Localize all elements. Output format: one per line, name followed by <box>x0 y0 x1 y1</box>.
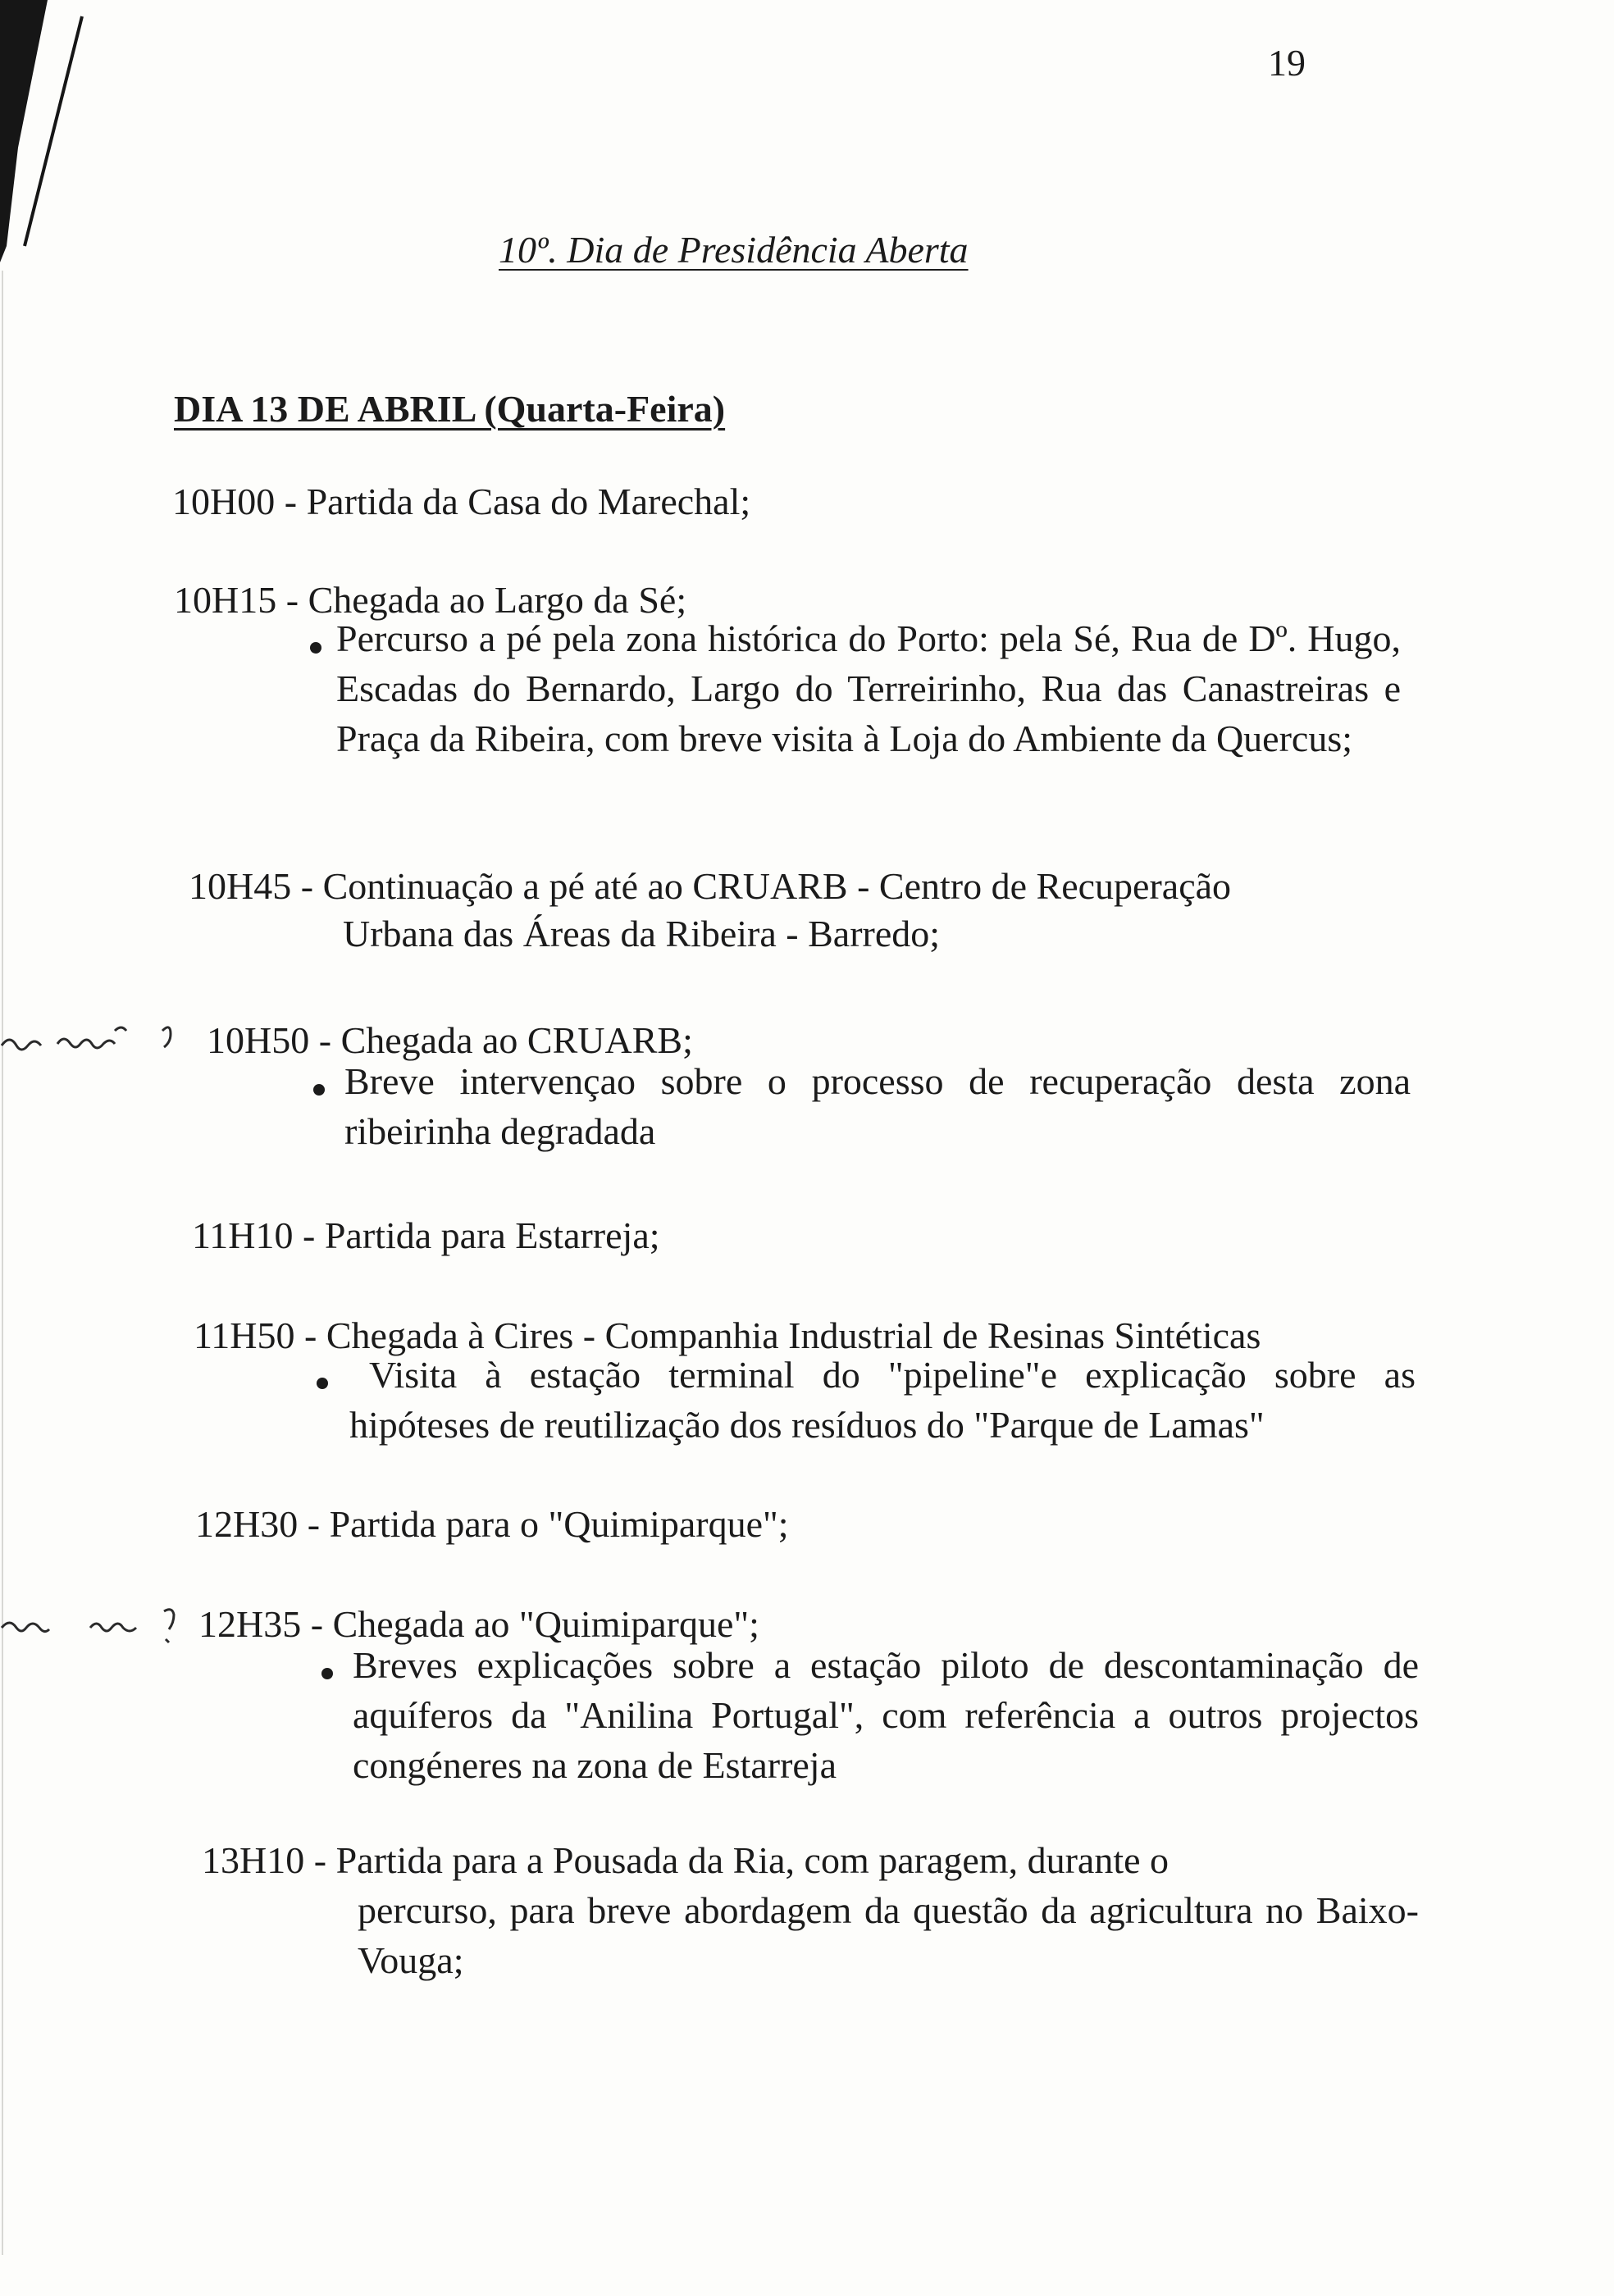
entry-time: 10H50 <box>207 1019 310 1061</box>
entry-text-continued: percurso, para breve abordagem da questão da agricultura no Baixo-Vouga; <box>358 1889 1419 1981</box>
entry-bullet-text: Visita à estação terminal do "pipeline"e explicação sobre as hipóteses de reutilização dos resíduos do "Parque de Lamas" <box>349 1354 1416 1446</box>
page-heading: 10º. Dia de Presidência Aberta <box>499 229 969 271</box>
entry-text: Chegada ao "Quimiparque"; <box>332 1603 759 1645</box>
handwritten-note <box>0 1013 180 1062</box>
day-title: DIA 13 DE ABRIL (Quarta-Feira) <box>174 388 726 430</box>
schedule-entry: 10H15 - Chegada ao Largo da Sé; <box>174 579 687 621</box>
schedule-entry: 12H35 - Chegada ao "Quimiparque"; <box>198 1603 759 1645</box>
schedule-entry: 11H10 - Partida para Estarreja; <box>192 1214 660 1256</box>
entry-time: 12H30 <box>195 1503 299 1545</box>
entry-bullet-text: Percurso a pé pela zona histórica do Porto: pela Sé, Rua de Dº. Hugo, Escadas do Bernardo, Largo do Terreirinho, Rua das Canastreiras e Praça da Ribeira, com breve visita à Loja do Ambiente da Quercus; <box>336 617 1401 759</box>
bullet-icon <box>310 642 321 654</box>
entry-text: Chegada à Cires - Companhia Industrial de Resinas Sintéticas <box>326 1314 1261 1356</box>
handwritten-note <box>0 1603 197 1652</box>
schedule-entry: 12H30 - Partida para o "Quimiparque"; <box>195 1503 789 1545</box>
entry-text: Partida para a Pousada da Ria, com paragem, durante o <box>335 1839 1169 1881</box>
entry-text: Chegada ao Largo da Sé; <box>308 579 687 621</box>
entry-time: 10H45 <box>189 865 292 907</box>
entry-text: Partida da Casa do Marechal; <box>306 481 751 522</box>
page-number: 19 <box>1268 42 1306 84</box>
schedule-entry: 10H50 - Chegada ao CRUARB; <box>207 1019 693 1061</box>
schedule-entry: 11H50 - Chegada à Cires - Companhia Industrial de Resinas Sintéticas <box>194 1314 1261 1356</box>
schedule-entry: 10H45 - Continuação a pé até ao CRUARB - Centro de Recuperação Urbana das Áreas da Ribeira - Barredo; <box>189 863 1231 958</box>
entry-text-continued: Urbana das Áreas da Ribeira - Barredo; <box>343 913 941 954</box>
entry-text: Continuação a pé até ao CRUARB - Centro de Recuperação <box>322 865 1232 907</box>
schedule-entry: 10H00 - Partida da Casa do Marechal; <box>172 481 751 522</box>
entry-text: Chegada ao CRUARB; <box>340 1019 693 1061</box>
scan-edge-mark <box>0 0 115 271</box>
entry-time: 10H00 <box>172 481 276 522</box>
schedule-entry: 13H10 - Partida para a Pousada da Ria, com paragem, durante o <box>202 1839 1169 1881</box>
bullet-icon <box>317 1378 328 1389</box>
entry-bullet-text: Breve intervençao sobre o processo de recuperação desta zona ribeirinha degradada <box>344 1060 1411 1152</box>
entry-time: 13H10 <box>202 1839 305 1881</box>
entry-time: 11H50 <box>194 1314 295 1356</box>
bullet-icon <box>313 1084 325 1096</box>
entry-text: Partida para o "Quimiparque"; <box>329 1503 789 1545</box>
entry-time: 12H35 <box>198 1603 302 1645</box>
bullet-icon <box>321 1668 333 1679</box>
entry-time: 10H15 <box>174 579 277 621</box>
entry-time: 11H10 <box>192 1214 294 1256</box>
entry-text: Partida para Estarreja; <box>324 1214 660 1256</box>
scan-border-line <box>2 271 3 2255</box>
entry-bullet-text: Breves explicações sobre a estação piloto de descontaminação de aquíferos da "Anilina Portugal", com referência a outros projectos congéneres na zona de Estarreja <box>353 1644 1419 1786</box>
